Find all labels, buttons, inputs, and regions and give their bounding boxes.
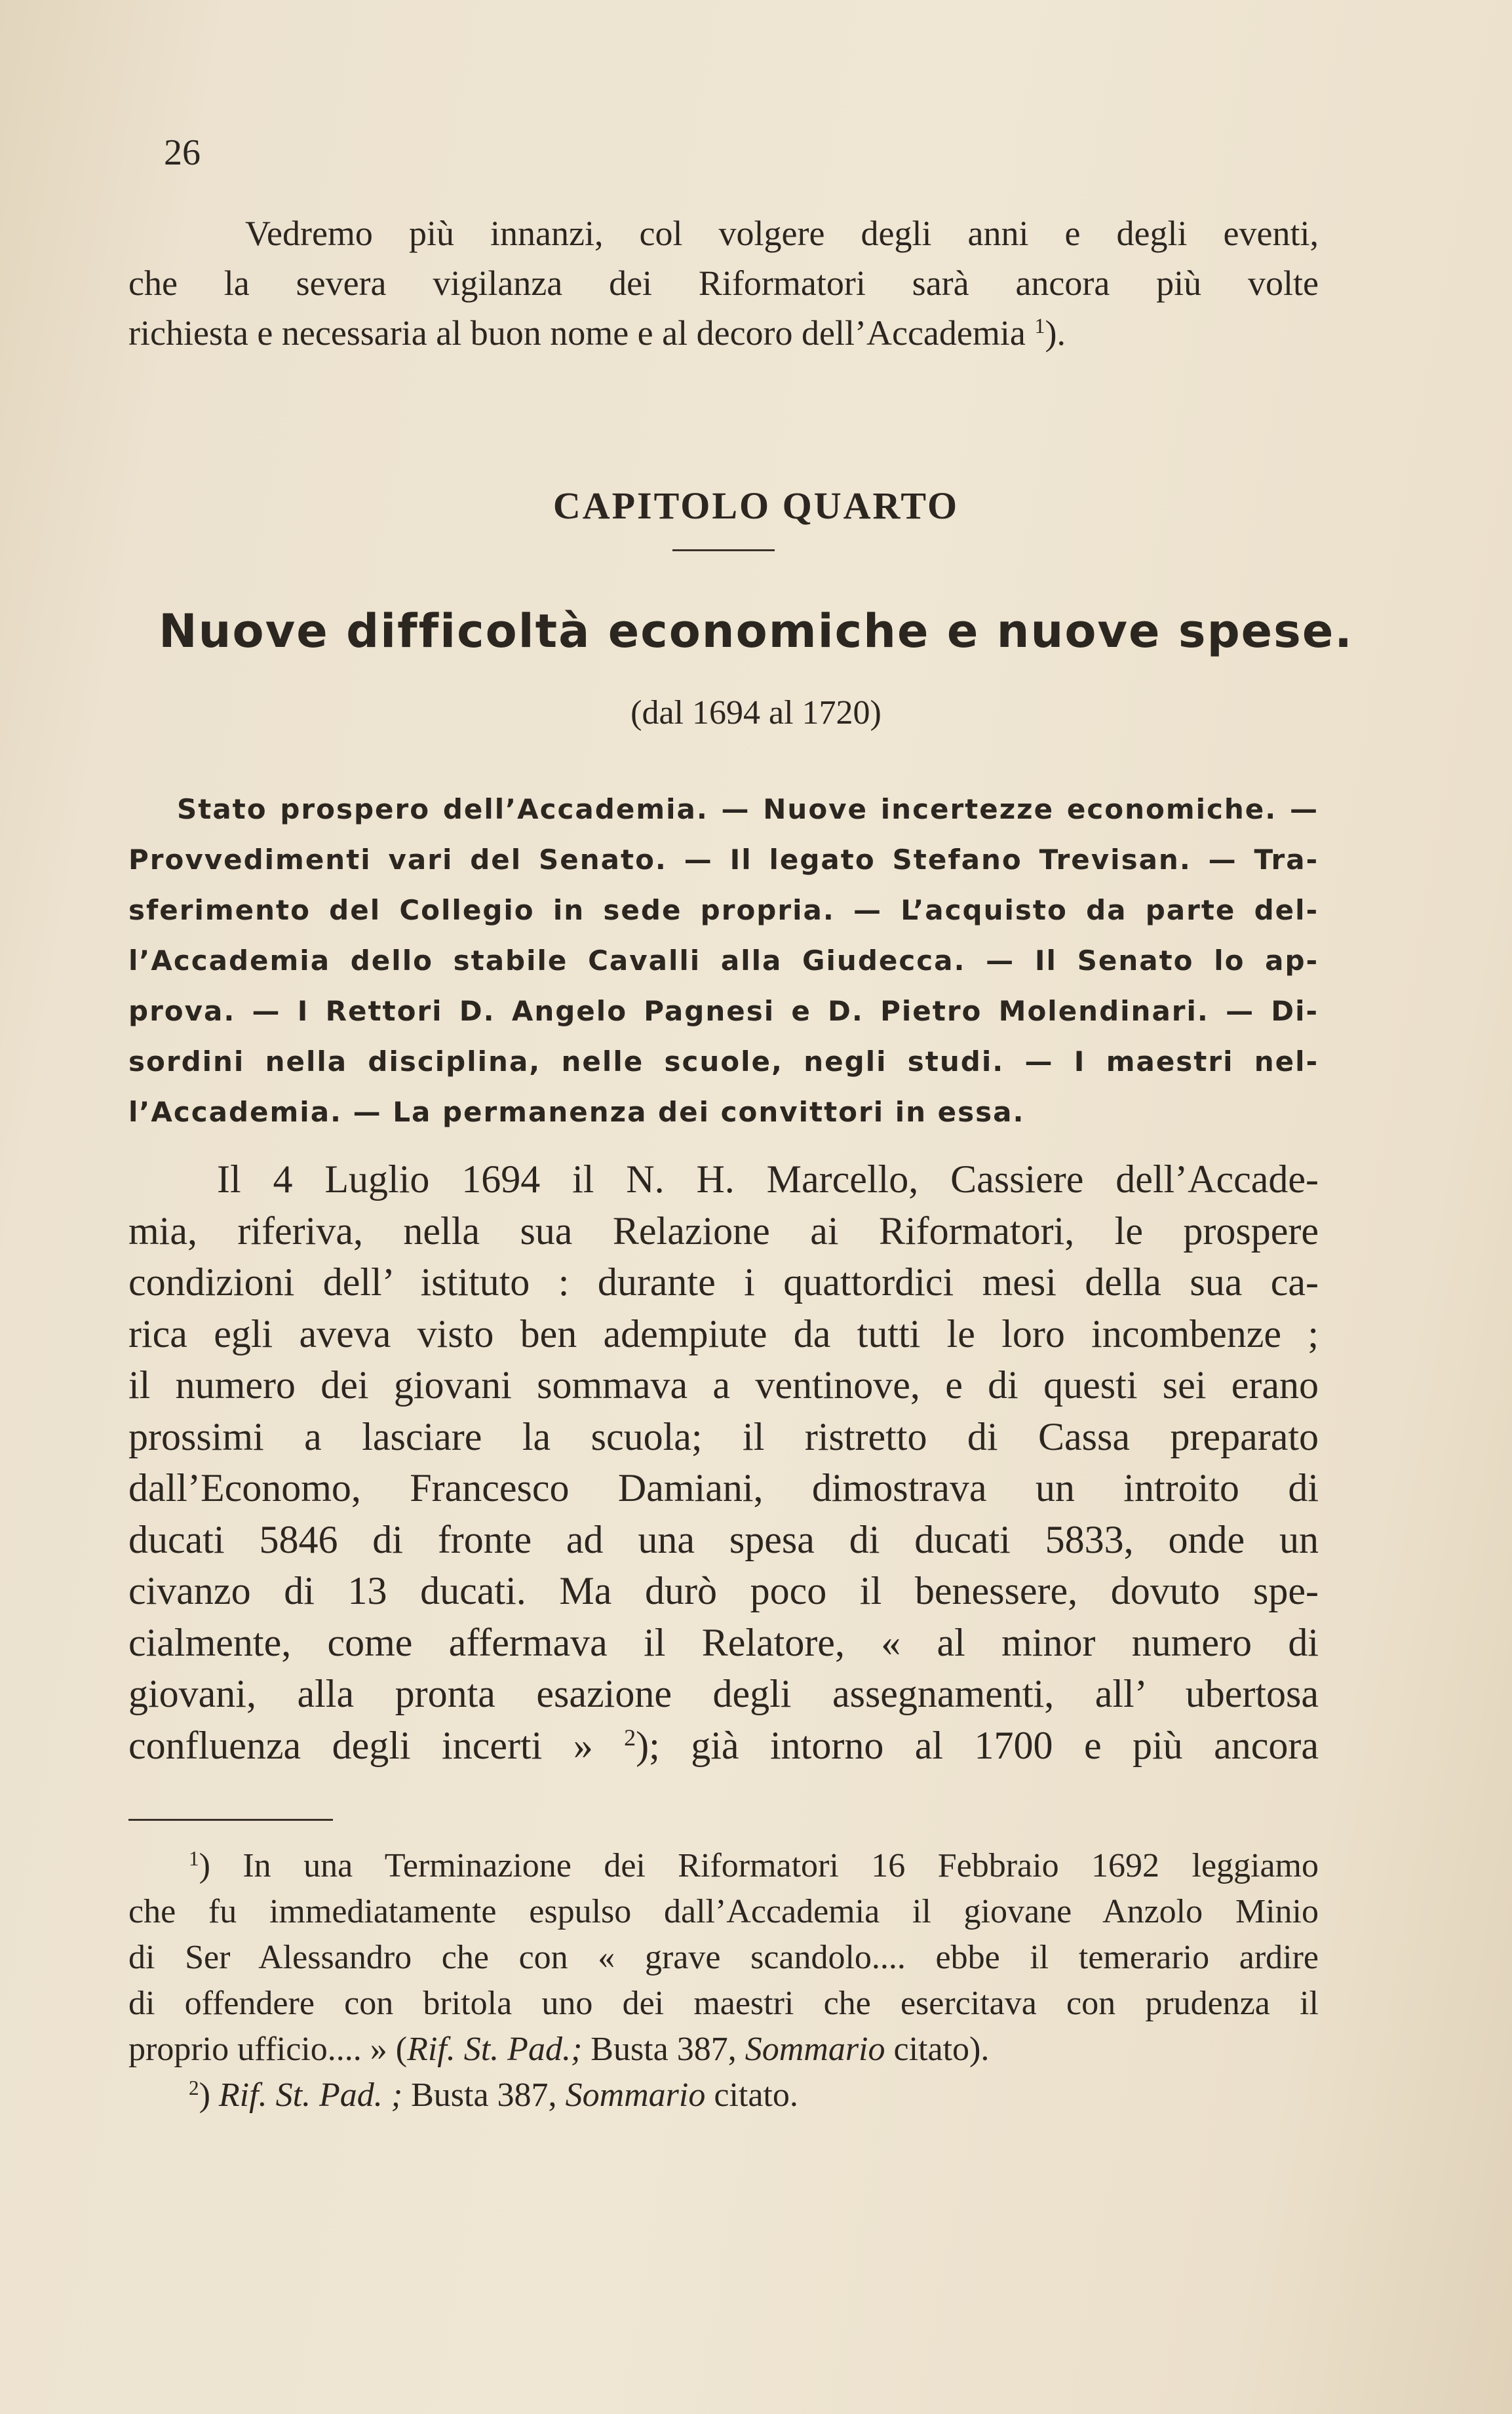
footnote-mark: 1: [189, 1846, 199, 1870]
footnote-line: che fu immediatamente espulso dall’Accademia il giovane Anzolo Minio: [128, 1893, 1319, 1930]
body-line-text: confluenza degli incerti »: [128, 1723, 593, 1767]
footnote-text: ): [199, 2076, 219, 2114]
intro-paragraph: [128, 208, 1319, 358]
intro-line-last: [128, 308, 1319, 358]
footnote-line: [128, 1843, 1319, 1889]
summary-line: l’Accademia dello stabile Cavalli alla Giudecca. — Il Senato lo ap-: [128, 944, 1319, 977]
intro-end: ).: [1045, 313, 1066, 353]
body-paragraph: [128, 1154, 1319, 1771]
body-line: condizioni dell’ istituto : durante i quattordici mesi della sua ca-: [128, 1260, 1319, 1304]
intro-line: Vedremo più innanzi, col volgere degli anni e degli eventi,: [245, 214, 1319, 253]
footnote-text: citato.: [705, 2076, 798, 2114]
summary-line: l’Accademia. — La permanenza dei convittori in essa.: [128, 1096, 1025, 1128]
intro-line: richiesta e necessaria al buon nome e al decoro dell’Accademia: [128, 313, 1026, 353]
body-line: prossimi a lasciare la scuola; il ristretto di Cassa preparato: [128, 1414, 1319, 1458]
footnote-source: Rif. St. Pad.;: [407, 2031, 583, 2068]
footnote-line: [128, 2073, 1319, 2118]
footnote-divider: [128, 1819, 333, 1821]
summary-line: Provvedimenti vari del Senato. — Il legato Stefano Trevisan. — Tra-: [128, 844, 1319, 876]
footnote-line: [128, 2027, 1319, 2073]
body-line: giovani, alla pronta esazione degli assegnamenti, all’ ubertosa: [128, 1672, 1319, 1715]
body-line: il numero dei giovani sommava a ventinove, e di questi sei erano: [128, 1363, 1319, 1407]
page-number: 26: [164, 132, 201, 173]
chapter-title: Nuove difficoltà economiche e nuove spese.: [159, 604, 1353, 658]
intro-line: che la severa vigilanza dei Riformatori sarà ancora più volte: [128, 263, 1319, 303]
footnote-text: ) In una Terminazione dei Riformatori 16 Febbraio 1692 leggiamo: [199, 1847, 1319, 1884]
footnote-text: citato).: [885, 2031, 990, 2068]
footnote-1: [128, 1843, 1319, 2073]
chapter-dates: (dal 1694 al 1720): [630, 694, 882, 731]
body-line: ducati 5846 di fronte ad una spesa di ducati 5833, onde un: [128, 1517, 1319, 1561]
body-line: mia, riferiva, nella sua Relazione ai Riformatori, le prospere: [128, 1209, 1319, 1253]
body-line: cialmente, come affermava il Relatore, « al minor numero di: [128, 1620, 1319, 1664]
footnotes: [128, 1843, 1319, 2118]
summary-line: sordini nella disciplina, nelle scuole, negli studi. — I maestri nel-: [128, 1045, 1319, 1078]
footnote-source-title: Sommario: [565, 2076, 706, 2114]
footnote-text: proprio ufficio.... » (: [128, 2031, 408, 2068]
body-line-last: [128, 1720, 1319, 1772]
footnote-line: di offendere con britola uno dei maestri che esercitava con prudenza il: [128, 1985, 1319, 2022]
summary-line: prova. — I Rettori D. Angelo Pagnesi e D. Pietro Molendinari. — Di-: [128, 995, 1319, 1027]
body-line: rica egli aveva visto ben adempiute da tutti le loro incombenze ;: [128, 1312, 1319, 1355]
footnote-2: [128, 2073, 1319, 2118]
footnote-ref: 1: [1034, 315, 1045, 339]
summary-line: sferimento del Collegio in sede propria. — L’acquisto da parte del-: [128, 894, 1319, 926]
footnote-source-title: Sommario: [745, 2031, 885, 2068]
body-line-text: ); già intorno al 1700 e più ancora: [636, 1723, 1319, 1767]
footnote-source: Rif. St. Pad. ;: [218, 2076, 403, 2114]
footnote-mark: 2: [189, 2076, 199, 2099]
footnote-text: Busta 387,: [402, 2076, 566, 2114]
footnote-ref: 2: [624, 1724, 636, 1751]
body-line: dall’Economo, Francesco Damiani, dimostrava un introito di: [128, 1466, 1319, 1509]
body-line: Il 4 Luglio 1694 il N. H. Marcello, Cassiere dell’Accade-: [217, 1158, 1319, 1201]
body-line: civanzo di 13 ducati. Ma durò poco il benessere, dovuto spe-: [128, 1569, 1319, 1612]
chapter-label: CAPITOLO QUARTO: [552, 484, 960, 527]
footnote-line: di Ser Alessandro che con « grave scandolo.... ebbe il temerario ardire: [128, 1939, 1319, 1976]
summary-line: Stato prospero dell’Accademia. — Nuove incertezze economiche. —: [177, 793, 1319, 825]
chapter-divider: [672, 549, 775, 551]
footnote-text: Busta 387,: [582, 2031, 745, 2068]
chapter-summary: [128, 784, 1319, 1137]
